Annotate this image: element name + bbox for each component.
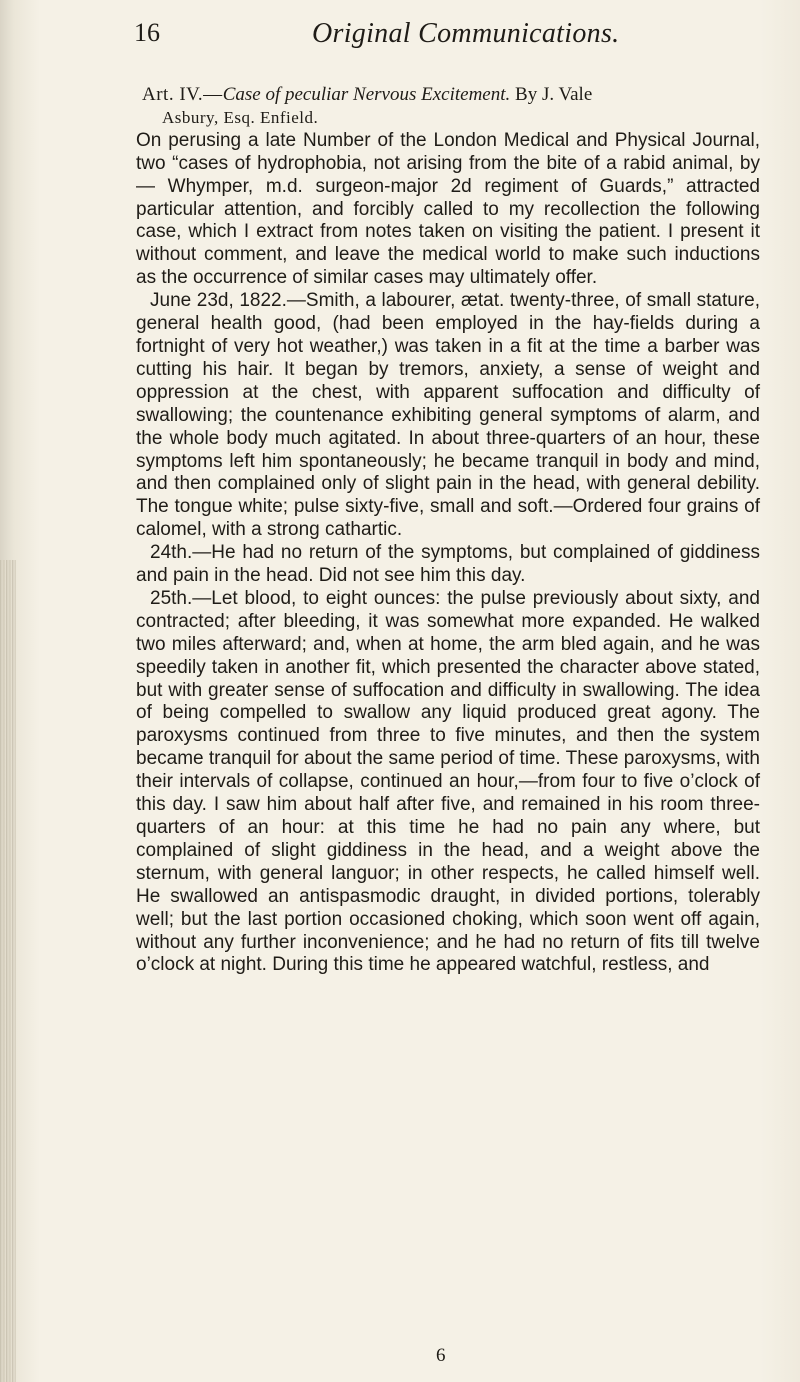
author-by: By J. Vale <box>515 84 593 105</box>
article-body <box>136 84 760 977</box>
running-title: Original Communications. <box>312 18 620 49</box>
paragraph-intro: On perusing a late Number of the London Medical and Physical Journal, two “cases of hydrophobia, not arising from the bite of a rabid animal, by — Whymper, m.d. surgeon-major 2d regiment of Guards,” attracted particular attention, and forcibly called to my recollection the following case, which I extract from notes taken on visiting the patient. I present it without comment, and leave the medical world to make such inductions as the occurrence of similar cases may ultimately offer. <box>136 129 760 289</box>
article-number: Art. IV.— <box>142 84 223 105</box>
signature-mark: 6 <box>436 1345 446 1366</box>
article-title-line <box>136 84 760 107</box>
case-title: Case of peculiar Nervous Excitement. <box>222 84 511 105</box>
book-spine-edge <box>0 560 16 1382</box>
paragraph-25th: 25th.—Let blood, to eight ounces: the pulse previously about sixty, and contracted; after bleeding, it was somewhat more expanded. He walked two miles afterward; and, when at home, the arm bled again, and he was speedily taken in another fit, which presented the character above stated, but with greater sense of suffocation and difficulty in swallowing. The idea of being compelled to swallow any liquid produced great agony. The paroxysms continued from three to five minutes, and then the system became tranquil for about the same period of time. These paroxysms, with their intervals of collapse, continued an hour,—from four to five o’clock of this day. I saw him about half after five, and remained in his room three-quarters of an hour: at this time he had no pain any where, but complained of slight giddiness in the head, and a weight above the sternum, with general languor; in other respects, he called himself well. He swallowed an antispasmodic draught, in divided portions, tolerably well; but the last portion occasioned choking, which soon went off again, without any further inconvenience; and he had no return of fits till twelve o’clock at night. During this time he appeared watchful, restless, and <box>136 587 760 976</box>
page-number: 16 <box>134 18 160 47</box>
page-header <box>134 18 754 54</box>
paragraph-june-23: June 23d, 1822.—Smith, a labourer, ætat. twenty-three, of small stature, general health good, (had been employed in the hay-fields during a fortnight of very hot weather,) was taken in a fit at the time a barber was cutting his hair. It began by tremors, anxiety, a sense of weight and oppression at the chest, with apparent suffocation and difficulty of swallowing; the countenance exhibiting general symptoms of alarm, and the whole body much agitated. In about three-quarters of an hour, these symptoms left him spontaneously; he became tranquil in body and mind, and then complained only of slight pain in the head, with general debility. The tongue white; pulse sixty-five, small and soft.—Ordered four grains of calomel, with a strong cathartic. <box>136 290 760 541</box>
paragraph-24th: 24th.—He had no return of the symptoms, but complained of giddiness and pain in the head. Did not see him this day. <box>136 542 760 587</box>
author-byline: Asbury, Esq. Enfield. <box>162 107 319 127</box>
